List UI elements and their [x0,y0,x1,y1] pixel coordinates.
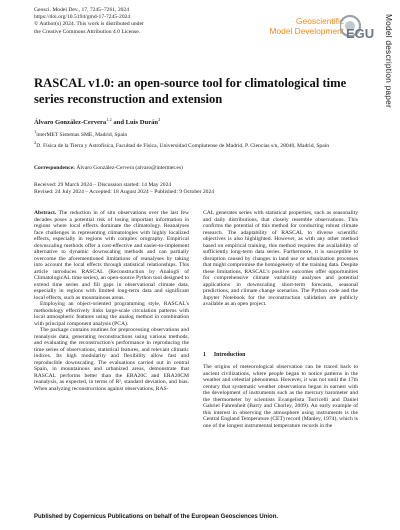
paper-title: RASCAL v1.0: an open-source tool for climatological time series reconstruction and extension [34,76,347,106]
section-title: Introduction [213,352,246,358]
affiliation-mark: 2 [34,139,37,145]
author-affiliation-mark: 1,2 [106,117,112,122]
author-list [34,116,354,127]
affiliations [34,128,354,150]
intro-paragraph: The origins of meteorological observation can be traced back to ancient civilizations, where people began to notice patterns in the weather and celestial phenomena. However, it was not until the 17th century that systematic weather observations began in earnest with the development of instruments such as the mercury barometer and the thermometer by scientists Evangelista Torricelli and Daniel Gabriel Fahrenheit (Barry and Chorley, 2009). An early example of this interest in observing the atmosphere using instruments is the Central England Temperature (CET) record (Manley, 1974), which is one of the longest instrumental temperature records in the [203,364,358,429]
author-name[interactable]: Luis Durán [125,119,159,127]
affiliation-text: D. Física de la Tierra y Astrofísica, Facultad de Física, Universidad Complutense de Madrid, P. Ciencias s/n, 28040, Madrid, Spain [36,142,330,149]
author-conjunction: and [113,119,124,127]
abstract-text: The reduction in of situ observations over the last few decades poses a potential risk of losing important information in regions where local effects dominate the climatology. Reanalyses face challenges in representing climatologies with highly localized effects, especially in regions with complex orography. Empirical downscaling methods offer a cost-effective and easier-to-implement alternative to dynamic downscaling methods and can partially overcome the aforementioned limitations of reanalyses by taking into account the local effects through statistical relationships. This article introduces RASCAL (Reconstruction by AnalogS of ClimatologicAL time series), an open-source Python tool designed to extend time series and fill gaps in observational climate data, especially in regions with limited long-term data and significant local effects, such as mountainous areas. [34,210,189,301]
section-number: 1 [203,352,206,358]
journal-name-line1: Geoscientific [296,16,344,26]
affiliation-mark: 1 [34,129,37,134]
dates-line: Received: 29 March 2024 – Discussion started: 14 May 2024 [34,182,172,188]
logo-text: EGU [346,26,374,41]
abstract-column-right [203,210,358,308]
introduction-column [203,364,358,429]
correspondence [34,165,354,172]
correspondence-label: Correspondence: [34,165,75,171]
affiliation-item [34,139,354,150]
author-affiliation-mark: 2 [158,117,161,122]
license-line: the Creative Commons Attribution 4.0 License. [34,28,141,35]
section-heading [203,352,358,358]
doi-link[interactable]: https://doi.org/10.5194/gmd-17-7245-2024 [34,14,131,21]
abstract-paragraph: CAL generates series with statistical properties, such as seasonality and daily distributions, that closely resemble observations. This confirms the potential of this method for conducting robust climate research. The adaptability of RASCAL to diverse scientific objectives is also highlighted. However, as with any other method based on empirical training, this method requires the availability of sufficiently long-term data series. Furthermore, it is susceptible to disruption caused by changes in land use or urbanization processes that might compromise the homogeneity of the training data. Despite these limitations, RASCAL's positive outcomes offer opportunities for comprehensive climate variability analyses and potential applications in downscaling short-term forecasts, seasonal predictions, and climate change scenarios. The Python code and the Jupyter Notebook for the reconstruction validation are publicly available as an open project. [203,210,358,307]
abstract-label: Abstract. [34,210,57,216]
journal-name [258,16,344,36]
copyright-line: © Author(s) 2024. This work is distributed under [34,21,144,28]
author-name[interactable]: Álvaro González-Cervera [34,119,107,127]
abstract-column-left [34,210,189,392]
abstract-paragraph: Employing an object-oriented programming style, RASCAL's methodology effectively links large-scale circulation patterns with local atmospheric features using the analog method in combination with principal component analysis (PCA). [34,301,189,327]
paper-type-label: Model description paper [384,14,394,108]
abstract-paragraph: The package contains routines for preprocessing observations and reanalysis data, generating reconstructions using various methods, and evaluating the reconstruction's performance in reproducing the time series of observations, statistical features, and relevant climatic indices. Its high modularity and flexibility allow fast and reproducible downscaling. The evaluations carried out in central Spain, in mountainous and urbanized areas, demonstrate that RASCAL performs better than the ERA20C and ERA20CM reanalysis, as expected, in terms of R², standard deviation, and bias. When analyzing reconstructions against observations, RAS- [34,327,189,392]
publisher-footer: Published by Copernicus Publications on behalf of the European Geosciences Union. [34,514,279,520]
correspondence-email[interactable]: Álvaro González-Cervera (alvaro@intermet.es) [76,165,183,171]
affiliation-item [34,128,354,139]
journal-name-line2: Model Development [269,26,344,36]
dates-line: Revised: 24 July 2024 – Accepted: 18 August 2024 – Published: 9 October 2024 [34,189,215,195]
egu-logo-icon [340,13,374,41]
citation-line: Geosci. Model Dev., 17, 7245–7261, 2024 [34,7,130,13]
affiliation-text: interMET Sistemas SME, Madrid, Spain [36,131,128,138]
journal-meta [34,7,264,36]
publication-dates [34,182,354,196]
abstract-paragraph [34,210,189,301]
